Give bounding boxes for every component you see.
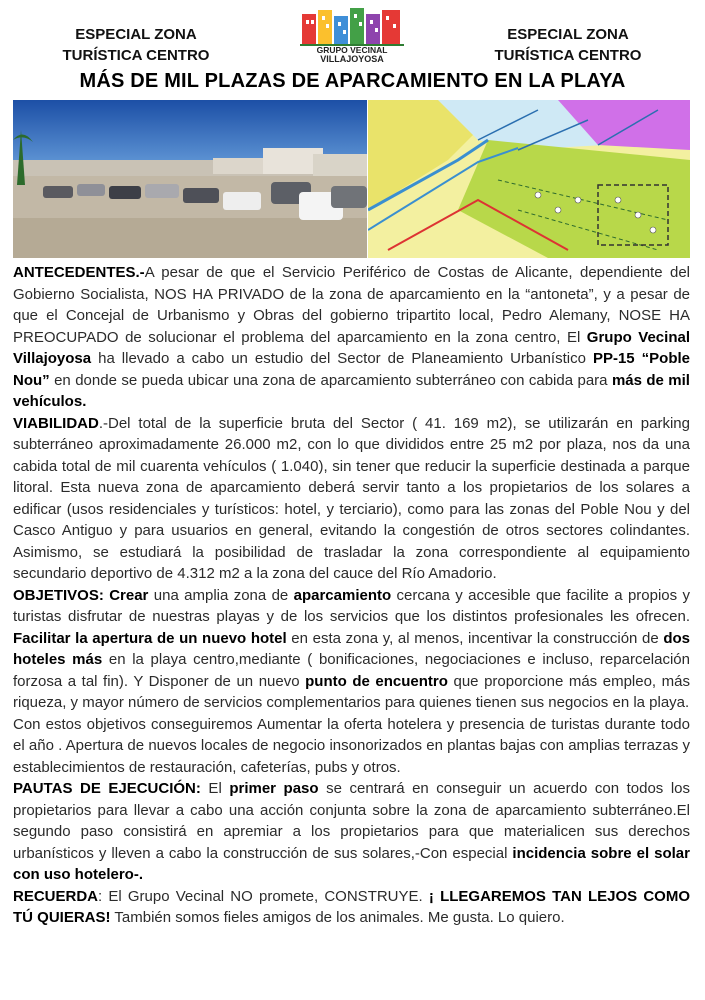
antecedentes-text-2: ha llevado a cabo un estudio del Sector de Planeamiento Urbanístico	[91, 350, 593, 367]
header-left	[36, 24, 236, 66]
antecedentes-bold-1: Grupo Vecinal Villajoyosa	[13, 328, 690, 367]
article-body	[13, 262, 690, 929]
objetivos-paragraph	[13, 585, 690, 714]
recuerda-paragraph	[13, 886, 690, 929]
antecedentes-bold-3: más de mil vehículos.	[13, 371, 690, 410]
pautas-paragraph	[13, 778, 690, 886]
header-left-line2: TURÍSTICA CENTRO	[62, 47, 210, 64]
antecedentes-text-1: A pesar de que el Servicio Periférico de Costas de Alicante, dependiente del Gobierno Socialista, NOS HA PRIVADO de la zona de aparcamiento en la “antoneta”, y a pesar de que el Concejal de Urbanismo y Obras del gobierno tripartito local, Pedro Alemany, NOSE HA PREOCUPADO de solucionar el problema del aparcamiento en la zona centro, El	[13, 264, 690, 346]
urban-planning-map	[368, 100, 690, 258]
header-right-line1: ESPECIAL ZONA	[507, 26, 629, 43]
objetivos-bold-4: punto de encuentro	[305, 672, 448, 690]
page-title: MÁS DE MIL PLAZAS DE APARCAMIENTO EN LA PLAYA	[79, 70, 626, 92]
recuerda-bold-1: ¡ LLEGAREMOS TAN LEJOS COMO TÚ QUIERAS!	[13, 887, 691, 926]
pautas-bold-2: incidencia sobre el solar con uso hotelero-.	[13, 844, 690, 883]
pautas-text-2: se centrará en conseguir un acuerdo con todos los propietarios para llevar a cabo una acción conjunta sobre la zona de aparcamiento subterráneo.El segundo paso consistirá en apremiar a los propietarios para que materialicen sus derechos urbanísticos y lleven a cabo la construcción de sus solares,-Con especial	[13, 780, 690, 862]
pautas-text-1: El	[200, 780, 230, 797]
objetivos-text-1: una amplia zona de	[148, 586, 294, 604]
recuerda-heading: RECUERDA	[13, 887, 99, 905]
logo-line1: GRUPO VECINAL	[316, 45, 388, 55]
objetivos-text-3: en esta zona y, al menos, incentivar la construcción de	[286, 629, 664, 647]
viabilidad-paragraph	[13, 413, 690, 585]
viabilidad-text: .-Del total de la superficie bruta del Sector ( 41. 169 m2), se utilizarán en parking subterráneo aproximadamente 26.000 m2, con lo que divididos entre 25 m2 por plaza, nos da una cabida total de mil cuarenta vehículos ( 1.040), sin tener que reducir la superficie destinada a parque litoral. Esta nueva zona de aparcamiento deberá servir tanto a los propietarios de los solares a edificar (usos residenciales y turísticos: hotel, y terciario), como para las zonas del Poble Nou y del Casco Antiguo y para usuarios en general, evitando la congestión de otros sectores colindantes. Asimismo, se estudiará la posibilidad de trasladar la zona correspondiente al equipamiento secundario deportivo de 4.312 m2 a la zona del cauce del Río Amadorio.	[13, 414, 690, 582]
recuerda-text-1: : El Grupo Vecinal NO promete, CONSTRUYE.	[98, 887, 429, 905]
objetivos-bold-1: aparcamiento	[293, 586, 392, 604]
viabilidad-heading: VIABILIDAD	[13, 414, 99, 432]
header-left-line1: ESPECIAL ZONA	[75, 26, 197, 43]
header-right-line2: TURÍSTICA CENTRO	[494, 47, 642, 64]
objetivos-bold-2: Facilitar la apertura de un nuevo hotel	[13, 629, 287, 647]
recuerda-text-2: También somos fieles amigos de los animales. Me gusta. Lo quiero.	[110, 909, 565, 926]
objetivos-text-2: cercana y accesible que facilite a propios y turistas disfrutar de nuestras playas y de los servicios que los distintos profesionales les ofrecen.	[13, 586, 691, 625]
pautas-heading: PAUTAS DE EJECUCIÓN:	[13, 780, 201, 797]
objetivos-text-4: en la playa centro,mediante ( bonificaciones, negociaciones e incluso, reparcelación forzosa a tal fin). Y Disponer de un nuevo	[13, 651, 690, 690]
antecedentes-text-3: en donde se pueda ubicar una zona de aparcamiento subterráneo con cabida para	[49, 371, 612, 389]
pautas-bold-1: primer paso	[229, 780, 319, 797]
antecedentes-bold-2: PP-15 “Poble Nou”	[13, 350, 690, 389]
logo-buildings-icon	[300, 8, 404, 46]
antecedentes-paragraph	[13, 262, 690, 413]
parking-lot-photo	[13, 100, 367, 258]
header-right	[468, 24, 668, 66]
antecedentes-heading: ANTECEDENTES.-	[13, 264, 145, 281]
conclusion-paragraph: Con estos objetivos conseguiremos Aumentar la oferta hotelera y presencia de turistas durante todo el año . Apertura de nuevos locales de negocio insonorizados en plantas bajas con amplias terrazas y establecimientos de restauración, cafeterías, pubs y otros.	[13, 715, 690, 776]
objetivos-text-5: que proporcione más empleo, más riqueza, y mayor número de servicios complementarios para quienes tienen sus negocios en la playa.	[13, 672, 690, 711]
objetivos-bold-3: dos hoteles más	[13, 629, 690, 668]
logo-line2: VILLAJOYOSA	[320, 54, 384, 64]
grupo-vecinal-logo	[298, 6, 406, 64]
objetivos-heading: OBJETIVOS: Crear	[13, 586, 149, 604]
